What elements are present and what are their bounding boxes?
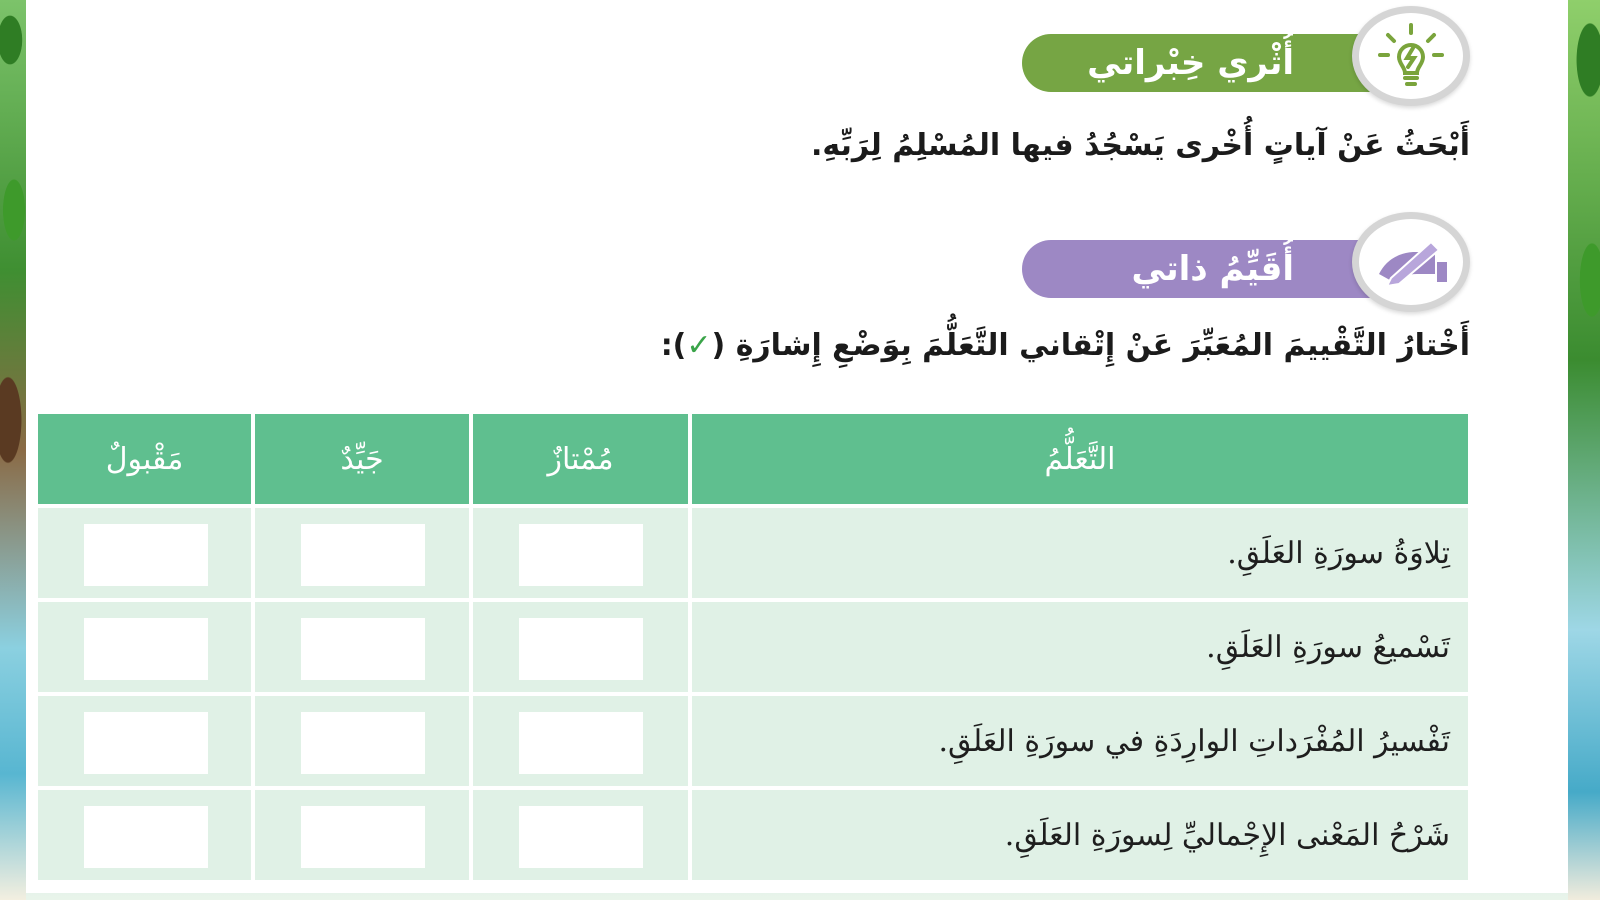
header-good: جَيِّدٌ [255, 414, 469, 504]
table-header-row [38, 414, 1468, 504]
self-eval-section-header [1020, 212, 1470, 322]
learning-item: شَرْحُ المَعْنى الإِجْماليِّ لِسورَةِ العَلَقِ. [692, 790, 1468, 880]
enrich-instruction: أَبْحَثُ عَنْ آياتٍ أُخْرى يَسْجُدُ فيها المُسْلِمُ لِرَبِّهِ. [811, 128, 1470, 163]
learning-item: تِلاوَةُ سورَةِ العَلَقِ. [692, 508, 1468, 598]
rating-box-acceptable[interactable] [84, 712, 208, 774]
learning-item: تَسْميعُ سورَةِ العَلَقِ. [692, 602, 1468, 692]
enrich-title-pill [1022, 34, 1374, 92]
page [26, 0, 1568, 893]
header-excellent: مُمْتازٌ [473, 414, 688, 504]
rating-box-acceptable[interactable] [84, 806, 208, 868]
rating-box-good[interactable] [301, 524, 425, 586]
rating-box-acceptable[interactable] [84, 524, 208, 586]
self-eval-title-pill [1022, 240, 1374, 298]
background-decoration-left [0, 0, 26, 900]
self-eval-instruction [661, 328, 1470, 363]
rating-box-good[interactable] [301, 712, 425, 774]
enrich-title: أُثْري خِبْراتي [1087, 43, 1294, 83]
self-evaluation-table [38, 414, 1468, 886]
rating-box-good[interactable] [301, 618, 425, 680]
rating-box-excellent[interactable] [519, 712, 643, 774]
rating-box-acceptable[interactable] [84, 618, 208, 680]
rating-box-excellent[interactable] [519, 806, 643, 868]
header-learning: التَّعَلُّمُ [692, 414, 1468, 504]
self-eval-instruction-text: أَخْتارُ التَّقْييمَ المُعَبِّرَ عَنْ إِتْقاني التَّعَلُّمَ بِوَضْعِ إِشارَةِ ( [711, 328, 1470, 363]
table-row [38, 696, 1468, 786]
pen-writing-icon [1352, 212, 1470, 312]
self-eval-title: أُقَيِّمُ ذاتي [1131, 249, 1294, 289]
table-row [38, 602, 1468, 692]
self-eval-instruction-end: ): [660, 328, 687, 363]
enrich-section-header [1020, 6, 1470, 116]
learning-item: تَفْسيرُ المُفْرَداتِ الوارِدَةِ في سورَةِ العَلَقِ. [692, 696, 1468, 786]
table-row [38, 508, 1468, 598]
lightbulb-icon [1352, 6, 1470, 106]
check-mark-icon: ✓ [686, 328, 712, 363]
header-acceptable: مَقْبولٌ [38, 414, 251, 504]
rating-box-excellent[interactable] [519, 618, 643, 680]
background-decoration-right [1568, 0, 1600, 900]
table-row [38, 790, 1468, 880]
rating-box-excellent[interactable] [519, 524, 643, 586]
rating-box-good[interactable] [301, 806, 425, 868]
